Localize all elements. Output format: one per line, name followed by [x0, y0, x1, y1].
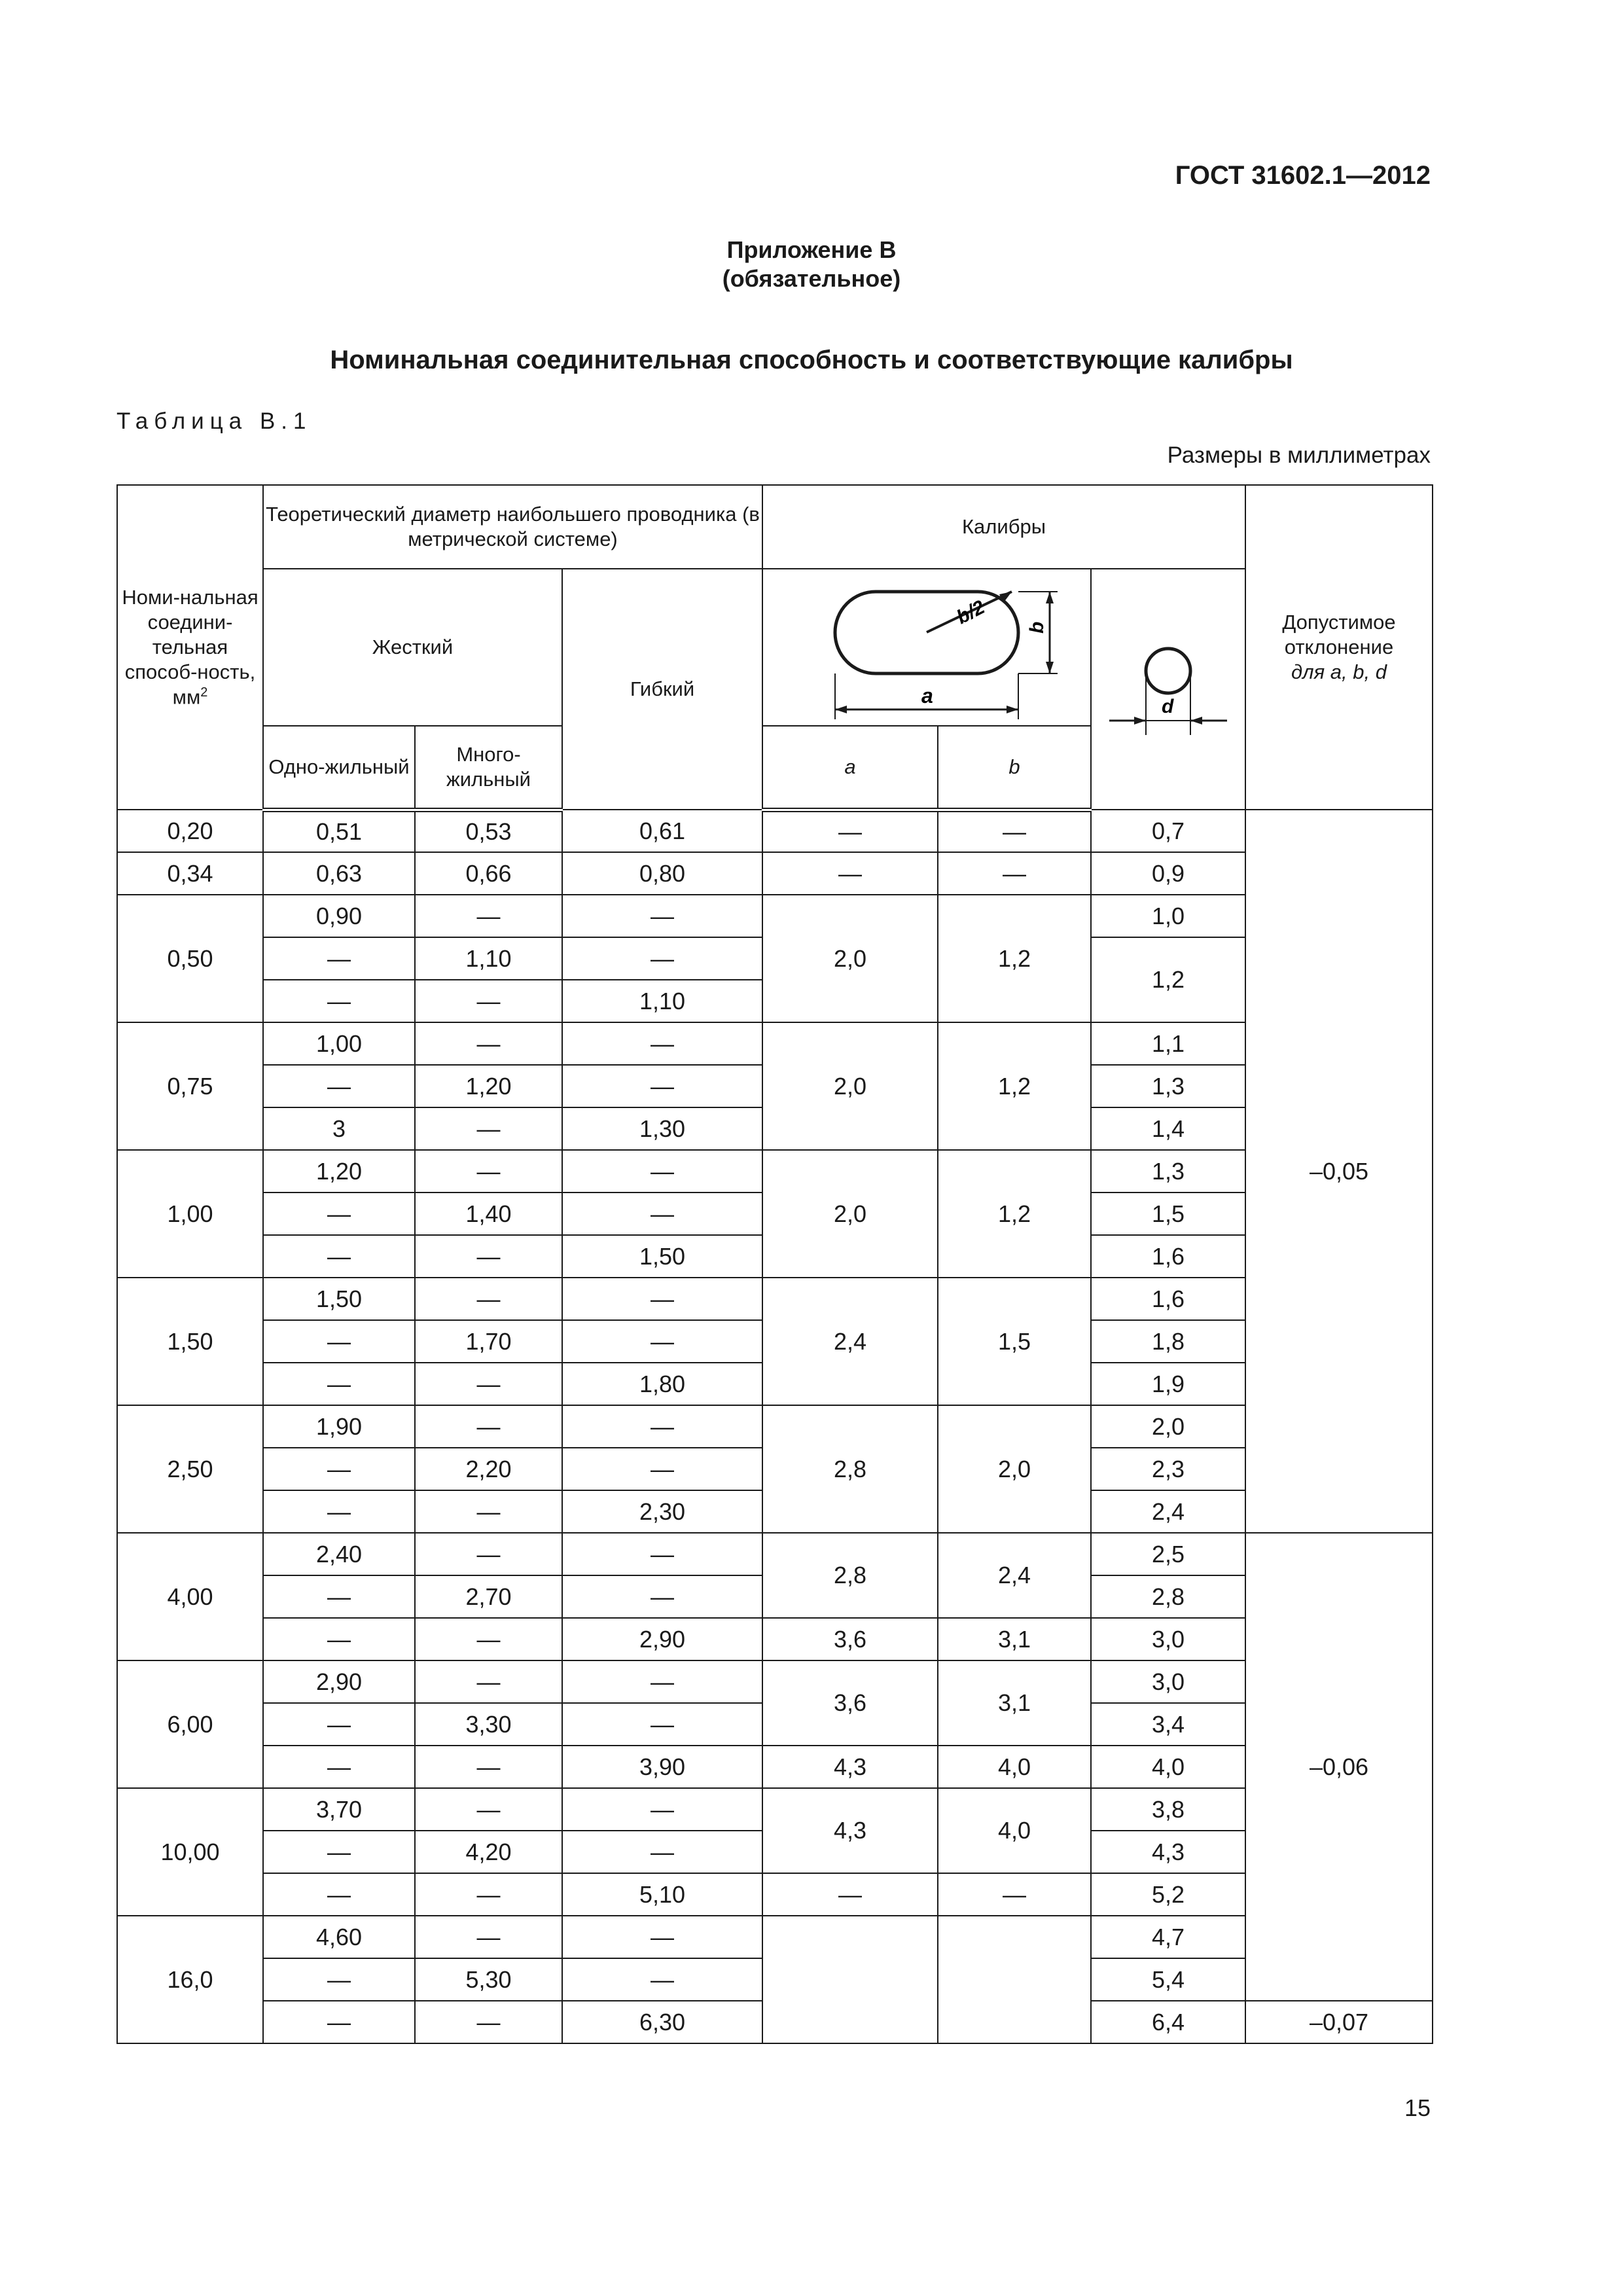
cell-nominal: 4,00	[117, 1533, 263, 1660]
cell-stranded: 4,20	[415, 1831, 562, 1873]
cell-b: 3,1	[938, 1618, 1091, 1660]
cell-b	[938, 1916, 1091, 2043]
cell-flexible: 1,30	[562, 1107, 762, 1150]
cell-d: 1,6	[1091, 1278, 1245, 1320]
cell-flexible: —	[562, 1448, 762, 1490]
cell-d: 1,3	[1091, 1065, 1245, 1107]
cell-solid: 0,51	[263, 810, 415, 852]
cell-stranded: —	[415, 1533, 562, 1575]
cell-solid: —	[263, 1703, 415, 1746]
header-rigid: Жесткий	[263, 569, 562, 726]
annex-status: (обязательное)	[722, 265, 901, 292]
cell-stranded: —	[415, 895, 562, 937]
label-d: d	[1162, 696, 1174, 717]
cell-stranded: —	[415, 1788, 562, 1831]
page-number: 15	[1404, 2094, 1431, 2121]
round-gauge-diagram	[1091, 569, 1245, 810]
cell-stranded: —	[415, 1107, 562, 1150]
cell-b: 1,5	[938, 1278, 1091, 1405]
table-row	[117, 1788, 1433, 1831]
cell-d: 3,4	[1091, 1703, 1245, 1746]
cell-stranded: —	[415, 1873, 562, 1916]
cell-b: 2,0	[938, 1405, 1091, 1533]
cell-flexible: —	[562, 1831, 762, 1873]
cell-nominal: 0,75	[117, 1022, 263, 1150]
cell-d: 4,3	[1091, 1831, 1245, 1873]
cell-stranded: —	[415, 1150, 562, 1193]
cell-stranded: —	[415, 1660, 562, 1703]
cell-solid: 1,00	[263, 1022, 415, 1065]
cell-stranded: 1,40	[415, 1193, 562, 1235]
cell-flexible: —	[562, 1703, 762, 1746]
cell-b: —	[938, 852, 1091, 895]
cell-d: 3,8	[1091, 1788, 1245, 1831]
cell-stranded: —	[415, 1363, 562, 1405]
cell-flexible: —	[562, 1788, 762, 1831]
cell-b: 3,1	[938, 1660, 1091, 1746]
table-row	[117, 1150, 1433, 1193]
cell-tolerance: –0,05	[1245, 810, 1433, 1533]
cell-solid: —	[263, 1448, 415, 1490]
cell-d: 1,8	[1091, 1320, 1245, 1363]
cell-nominal: 0,50	[117, 895, 263, 1022]
section-title: Номинальная соединительная способность и соответствующие калибры	[330, 346, 1293, 374]
cell-b: 1,2	[938, 1150, 1091, 1278]
cell-solid: —	[263, 1958, 415, 2001]
cell-stranded: —	[415, 2001, 562, 2043]
cell-flexible: —	[562, 1193, 762, 1235]
table-row	[117, 1022, 1433, 1065]
cell-b: 2,4	[938, 1533, 1091, 1618]
cell-solid: —	[263, 1320, 415, 1363]
header-stranded: Много-жильный	[415, 726, 562, 810]
cell-nominal: 16,0	[117, 1916, 263, 2043]
document-code: ГОСТ 31602.1—2012	[1175, 161, 1431, 190]
header-theoretical: Теоретический диаметр наибольшего проводника (в метрической системе)	[263, 485, 762, 569]
cell-flexible: 1,50	[562, 1235, 762, 1278]
cell-d: 3,0	[1091, 1618, 1245, 1660]
header-col-a: a	[762, 726, 938, 810]
cell-solid: —	[263, 1873, 415, 1916]
cell-a: 3,6	[762, 1660, 938, 1746]
cell-solid: —	[263, 1575, 415, 1618]
cell-d: 2,4	[1091, 1490, 1245, 1533]
cell-d: 1,5	[1091, 1193, 1245, 1235]
cell-solid: —	[263, 1618, 415, 1660]
cell-solid: —	[263, 1235, 415, 1278]
cell-nominal: 6,00	[117, 1660, 263, 1788]
cell-nominal: 10,00	[117, 1788, 263, 1916]
cell-a: —	[762, 1873, 938, 1916]
cell-d: 5,2	[1091, 1873, 1245, 1916]
cell-flexible: 5,10	[562, 1873, 762, 1916]
cell-flexible: 3,90	[562, 1746, 762, 1788]
cell-d: 1,0	[1091, 895, 1245, 937]
cell-solid: 1,50	[263, 1278, 415, 1320]
cell-a: 2,0	[762, 895, 938, 1022]
cell-a: 2,0	[762, 1150, 938, 1278]
cell-stranded: 3,30	[415, 1703, 562, 1746]
cell-d: 4,7	[1091, 1916, 1245, 1958]
cell-solid: —	[263, 1193, 415, 1235]
cell-flexible: —	[562, 1022, 762, 1065]
table-row	[117, 810, 1433, 852]
cell-a	[762, 1916, 938, 2043]
cell-tolerance: –0,07	[1245, 2001, 1433, 2043]
cell-solid: 1,90	[263, 1405, 415, 1448]
cell-solid: —	[263, 937, 415, 980]
cell-solid: 4,60	[263, 1916, 415, 1958]
cell-d: 6,4	[1091, 2001, 1245, 2043]
cell-stranded: 1,10	[415, 937, 562, 980]
cell-stranded: —	[415, 1490, 562, 1533]
cell-flexible: —	[562, 1405, 762, 1448]
table-row	[117, 1746, 1433, 1788]
cell-solid: 0,63	[263, 852, 415, 895]
cell-d: 5,4	[1091, 1958, 1245, 2001]
cell-d: 1,4	[1091, 1107, 1245, 1150]
cell-a: 4,3	[762, 1788, 938, 1873]
table-row	[117, 1533, 1433, 1575]
cell-solid: 3	[263, 1107, 415, 1150]
cell-flexible: —	[562, 1065, 762, 1107]
cell-flexible: 6,30	[562, 2001, 762, 2043]
cell-a: 4,3	[762, 1746, 938, 1788]
table-row	[117, 1916, 1433, 1958]
cell-flexible: 0,61	[562, 810, 762, 852]
cell-d: 1,3	[1091, 1150, 1245, 1193]
header-row-1	[117, 485, 1433, 569]
cell-flexible: —	[562, 1575, 762, 1618]
round-gauge-icon	[1103, 630, 1234, 748]
cell-flexible: —	[562, 1320, 762, 1363]
cell-flexible: 1,80	[562, 1363, 762, 1405]
cell-d: 0,7	[1091, 810, 1245, 852]
cell-nominal: 0,20	[117, 810, 263, 852]
header-nominal: Номи-нальная соедини-тельная способ-ность, $мм^2$	[117, 485, 263, 810]
header-col-b: b	[938, 726, 1091, 810]
cell-flexible: 2,90	[562, 1618, 762, 1660]
cell-d: 4,0	[1091, 1746, 1245, 1788]
cell-flexible: 2,30	[562, 1490, 762, 1533]
cell-flexible: —	[562, 1533, 762, 1575]
cell-a: 2,4	[762, 1278, 938, 1405]
cell-d: 2,8	[1091, 1575, 1245, 1618]
annex-title: Приложение В	[726, 236, 897, 263]
cell-a: 3,6	[762, 1618, 938, 1660]
header-tolerance: Допустимое отклонение для a, b, d	[1245, 485, 1433, 810]
table-row	[117, 852, 1433, 895]
table-row	[117, 1873, 1433, 1916]
cell-b: 1,2	[938, 895, 1091, 1022]
cell-a: 2,0	[762, 1022, 938, 1150]
label-a: a	[921, 684, 933, 708]
cell-a: —	[762, 852, 938, 895]
cell-solid: 1,20	[263, 1150, 415, 1193]
cell-stranded: 5,30	[415, 1958, 562, 2001]
label-half-b: b/2	[953, 596, 989, 629]
cell-b: —	[938, 810, 1091, 852]
cell-solid: —	[263, 1065, 415, 1107]
header-flexible: Гибкий	[562, 569, 762, 810]
cell-solid: —	[263, 2001, 415, 2043]
cell-stranded: 2,20	[415, 1448, 562, 1490]
cell-flexible: —	[562, 895, 762, 937]
cell-d: 2,3	[1091, 1448, 1245, 1490]
cell-stranded: 1,70	[415, 1320, 562, 1363]
cell-d: 1,1	[1091, 1022, 1245, 1065]
cell-d: 2,0	[1091, 1405, 1245, 1448]
label-b: b	[1026, 621, 1048, 634]
cell-d: 1,6	[1091, 1235, 1245, 1278]
cell-solid: —	[263, 1363, 415, 1405]
cell-solid: 0,90	[263, 895, 415, 937]
table-row	[117, 1660, 1433, 1703]
header-row-2	[117, 569, 1433, 726]
cell-stranded: —	[415, 1278, 562, 1320]
cell-flexible: —	[562, 1150, 762, 1193]
cell-stranded: —	[415, 1746, 562, 1788]
cell-solid: —	[263, 1490, 415, 1533]
gauge-table	[116, 484, 1433, 2044]
cell-nominal: 0,34	[117, 852, 263, 895]
cell-a: 2,8	[762, 1405, 938, 1533]
cell-stranded: —	[415, 1916, 562, 1958]
cell-d: 0,9	[1091, 852, 1245, 895]
cell-stranded: 0,53	[415, 810, 562, 852]
cell-stranded: —	[415, 1618, 562, 1660]
cell-stranded: 2,70	[415, 1575, 562, 1618]
cell-b: —	[938, 1873, 1091, 1916]
table-row	[117, 1405, 1433, 1448]
cell-solid: —	[263, 1746, 415, 1788]
slot-gauge-diagram	[762, 569, 1091, 726]
cell-flexible: 1,10	[562, 980, 762, 1022]
table-row	[117, 895, 1433, 937]
cell-a: —	[762, 810, 938, 852]
cell-stranded: —	[415, 1022, 562, 1065]
table-label: Таблица В.1	[116, 408, 312, 434]
header-solid: Одно-жильный	[263, 726, 415, 810]
annex-heading	[0, 236, 1623, 293]
cell-solid: 2,90	[263, 1660, 415, 1703]
cell-d: 3,0	[1091, 1660, 1245, 1703]
cell-solid: 2,40	[263, 1533, 415, 1575]
cell-solid: —	[263, 1831, 415, 1873]
cell-solid: 3,70	[263, 1788, 415, 1831]
cell-flexible: —	[562, 1660, 762, 1703]
cell-d: 1,2	[1091, 937, 1245, 1022]
cell-stranded: 0,66	[415, 852, 562, 895]
cell-nominal: 2,50	[117, 1405, 263, 1533]
cell-tolerance: –0,06	[1245, 1533, 1433, 2001]
cell-stranded: 1,20	[415, 1065, 562, 1107]
cell-stranded: —	[415, 1235, 562, 1278]
slot-gauge-icon	[783, 572, 1071, 723]
cell-flexible: —	[562, 1916, 762, 1958]
cell-b: 4,0	[938, 1788, 1091, 1873]
cell-solid: —	[263, 980, 415, 1022]
header-gauges: Калибры	[762, 485, 1245, 569]
cell-nominal: 1,50	[117, 1278, 263, 1405]
cell-b: 4,0	[938, 1746, 1091, 1788]
cell-b: 1,2	[938, 1022, 1091, 1150]
cell-flexible: —	[562, 1278, 762, 1320]
cell-d: 1,9	[1091, 1363, 1245, 1405]
cell-flexible: —	[562, 937, 762, 980]
cell-stranded: —	[415, 980, 562, 1022]
cell-stranded: —	[415, 1405, 562, 1448]
units-note: Размеры в миллиметрах	[1167, 442, 1431, 468]
table-row	[117, 1278, 1433, 1320]
cell-d: 2,5	[1091, 1533, 1245, 1575]
cell-a: 2,8	[762, 1533, 938, 1618]
cell-nominal: 1,00	[117, 1150, 263, 1278]
cell-flexible: —	[562, 1958, 762, 2001]
table-row	[117, 1618, 1433, 1660]
cell-flexible: 0,80	[562, 852, 762, 895]
